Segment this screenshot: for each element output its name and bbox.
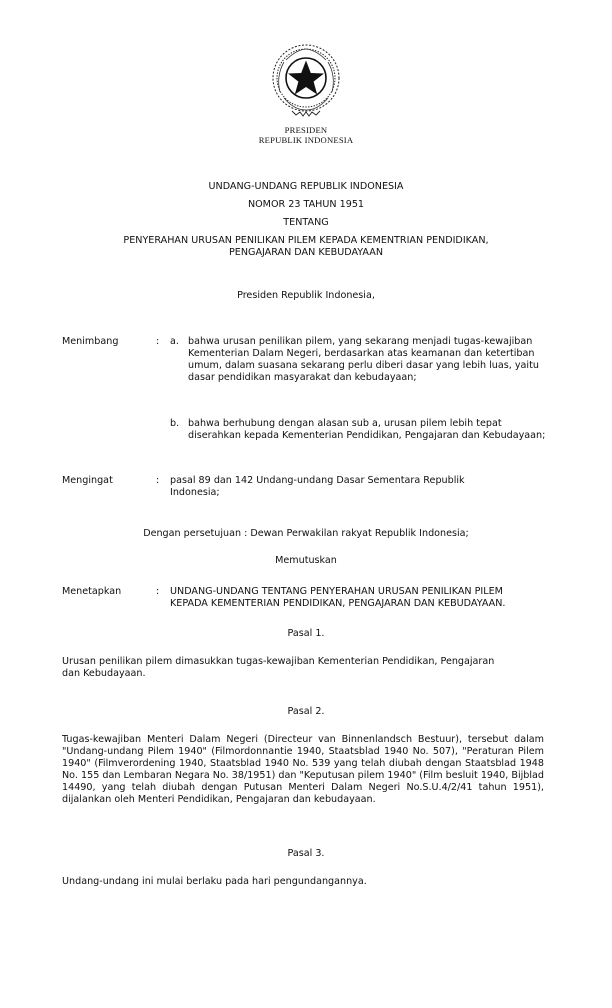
menimbang-colon: : — [156, 336, 160, 347]
garuda-star-emblem-icon — [266, 40, 346, 120]
menimbang-item-b-letter: b. — [170, 418, 180, 429]
menetapkan-label: Menetapkan — [62, 586, 122, 597]
title-line-4: PENYERAHAN URUSAN PENILIKAN PILEM KEPADA KEMENTRIAN PENDIDIKAN, — [123, 235, 489, 246]
title-line-1: UNDANG-UNDANG REPUBLIK INDONESIA — [208, 181, 404, 192]
mengingat-text: pasal 89 dan 142 Undang-undang Dasar Sementara Republik Indonesia; — [170, 475, 465, 498]
title-line-2: NOMOR 23 TAHUN 1951 — [247, 199, 365, 210]
pasal-2-text: Tugas-kewajiban Menteri Dalam Negeri (Directeur van Binnenlandsch Bestuur), tersebut dalam "Undang-undang Pilem 1940" (Filmordonnantie 1940, Staatsblad 1940 No. 507), "Peraturan Pilem 1940" (Filmverordening 1940, Staatsblad 1940 No. 539 yang telah diubah dengan Staatsblad 1948 No. 155 dan Lembaran Negara No. 38/1951) dan "Keputusan pilem 1940" (Film besluit 1940, Bijblad 14490, yang telah diubah dengan Putusan Menteri Dalam Negeri No.S.U.4/2/41 tahun 1951), dijalankan oleh Menteri Pendidikan, Pengajaran dan kebudayaan. — [62, 734, 544, 805]
menetapkan-line-2: KEPADA KEMENTERIAN PENDIDIKAN, PENGAJARAN DAN KEBUDAYAAN. — [170, 598, 506, 609]
title-line-3: TENTANG — [283, 217, 329, 228]
pasal-1-text: Urusan penilikan pilem dimasukkan tugas-kewajiban Kementerian Pendidikan, Pengajaran dan Kebudayaan. — [62, 656, 495, 679]
title-line-5: PENGAJARAN DAN KEBUDAYAAN — [229, 247, 383, 258]
mengingat-colon: : — [156, 475, 160, 486]
header-line-republik: REPUBLIK INDONESIA — [258, 135, 354, 145]
menimbang-item-a-letter: a. — [170, 336, 179, 347]
mengingat-label: Mengingat — [62, 475, 113, 486]
pasal-3-title: Pasal 3. — [287, 848, 325, 859]
memutuskan-line: Memutuskan — [275, 555, 337, 566]
menetapkan-colon: : — [156, 586, 160, 597]
persetujuan-line: Dengan persetujuan : Dewan Perwakilan rakyat Republik Indonesia; — [143, 528, 469, 539]
menimbang-item-b-text: bahwa berhubung dengan alasan sub a, urusan pilem lebih tepat diserahkan kepada Kementerian Pendidikan, Pengajaran dan Kebudayaan; — [188, 418, 546, 441]
pasal-3-text: Undang-undang ini mulai berlaku pada hari pengundangannya. — [62, 876, 367, 887]
menimbang-label: Menimbang — [62, 336, 119, 347]
intro-line: Presiden Republik Indonesia, — [237, 290, 375, 301]
menetapkan-line-1: UNDANG-UNDANG TENTANG PENYERAHAN URUSAN PENILIKAN PILEM — [170, 586, 503, 597]
pasal-1-title: Pasal 1. — [287, 628, 325, 639]
menimbang-item-a-text: bahwa urusan penilikan pilem, yang sekarang menjadi tugas-kewajiban Kementerian Dalam Negeri, berdasarkan atas keamanan dan ketertiban umum, dalam suasana sekarang perlu diberi dasar yang lebih luas, yaitu dasar pendidikan masyarakat dan kebudayaan; — [188, 336, 539, 383]
pasal-2-title: Pasal 2. — [287, 706, 325, 717]
header-line-presiden: PRESIDEN — [284, 125, 328, 135]
